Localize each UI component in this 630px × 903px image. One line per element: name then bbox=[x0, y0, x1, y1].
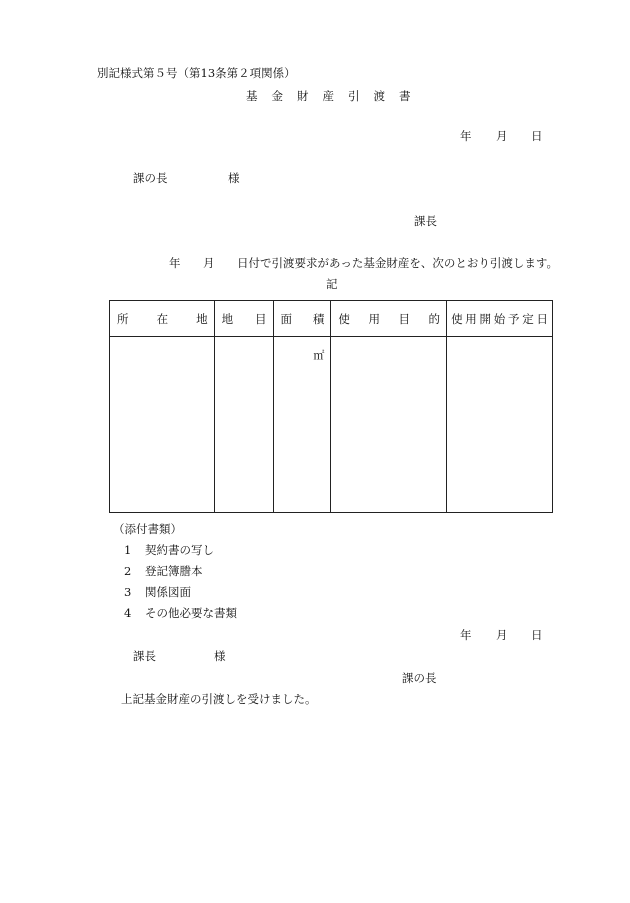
addressee-bottom-dept: 課長 bbox=[133, 649, 156, 663]
body-year-label: 年 bbox=[169, 256, 181, 270]
header-land-category-label: 地 目 bbox=[221, 311, 267, 326]
body-month-label: 月 bbox=[203, 256, 215, 270]
attachment-text: 契約書の写し bbox=[145, 543, 214, 557]
addressee-dept: 課の長 bbox=[133, 171, 168, 185]
header-location-label: 所 在 地 bbox=[117, 311, 208, 326]
header-start-date-label: 使 用 開 始 予 定 日 bbox=[451, 311, 548, 326]
attachment-number: 3 bbox=[124, 585, 132, 599]
area-unit: ㎡ bbox=[313, 349, 325, 362]
addressee-bottom-honorific: 様 bbox=[214, 649, 226, 663]
date-month-label: 月 bbox=[496, 628, 508, 642]
body-sentence: 日付で引渡要求があった基金財産を、次のとおり引渡します。 bbox=[237, 256, 558, 270]
attachment-number: 1 bbox=[124, 543, 132, 557]
date-day-label: 日 bbox=[531, 628, 543, 642]
cell-location[interactable] bbox=[110, 337, 215, 513]
issuer-title: 課長 bbox=[414, 214, 437, 228]
cell-land-category[interactable] bbox=[214, 337, 273, 513]
attachment-text: 関係図面 bbox=[145, 585, 191, 599]
header-purpose bbox=[331, 301, 447, 337]
date-year-label: 年 bbox=[460, 129, 472, 143]
cell-purpose[interactable] bbox=[331, 337, 447, 513]
cell-area[interactable] bbox=[273, 337, 331, 513]
header-area bbox=[273, 301, 331, 337]
attachment-text: 登記簿謄本 bbox=[145, 564, 203, 578]
header-land-category bbox=[214, 301, 273, 337]
date-year-label: 年 bbox=[460, 628, 472, 642]
form-label: 別記様式第５号（第13条第２項関係） bbox=[97, 66, 296, 80]
cell-start-date[interactable] bbox=[447, 337, 553, 513]
receipt-text: 上記基金財産の引渡しを受けました。 bbox=[121, 692, 317, 706]
attachment-text: その他必要な書類 bbox=[145, 606, 237, 620]
header-location bbox=[110, 301, 215, 337]
header-start-date bbox=[447, 301, 553, 337]
property-table bbox=[109, 300, 553, 513]
attachment-number: 2 bbox=[124, 564, 132, 578]
document-title: 基金財産引渡書 bbox=[246, 89, 425, 103]
table-row bbox=[110, 337, 553, 513]
attachment-number: 4 bbox=[124, 606, 132, 620]
receiver-title: 課の長 bbox=[402, 671, 437, 685]
ki-label: 記 bbox=[326, 277, 338, 291]
table-header-row bbox=[110, 301, 553, 337]
attachments-heading: （添付書類） bbox=[113, 522, 182, 536]
date-month-label: 月 bbox=[496, 129, 508, 143]
date-day-label: 日 bbox=[531, 129, 543, 143]
header-purpose-label: 使 用 目 的 bbox=[338, 311, 441, 326]
addressee-honorific: 様 bbox=[228, 171, 240, 185]
header-area-label: 面 積 bbox=[280, 311, 325, 326]
